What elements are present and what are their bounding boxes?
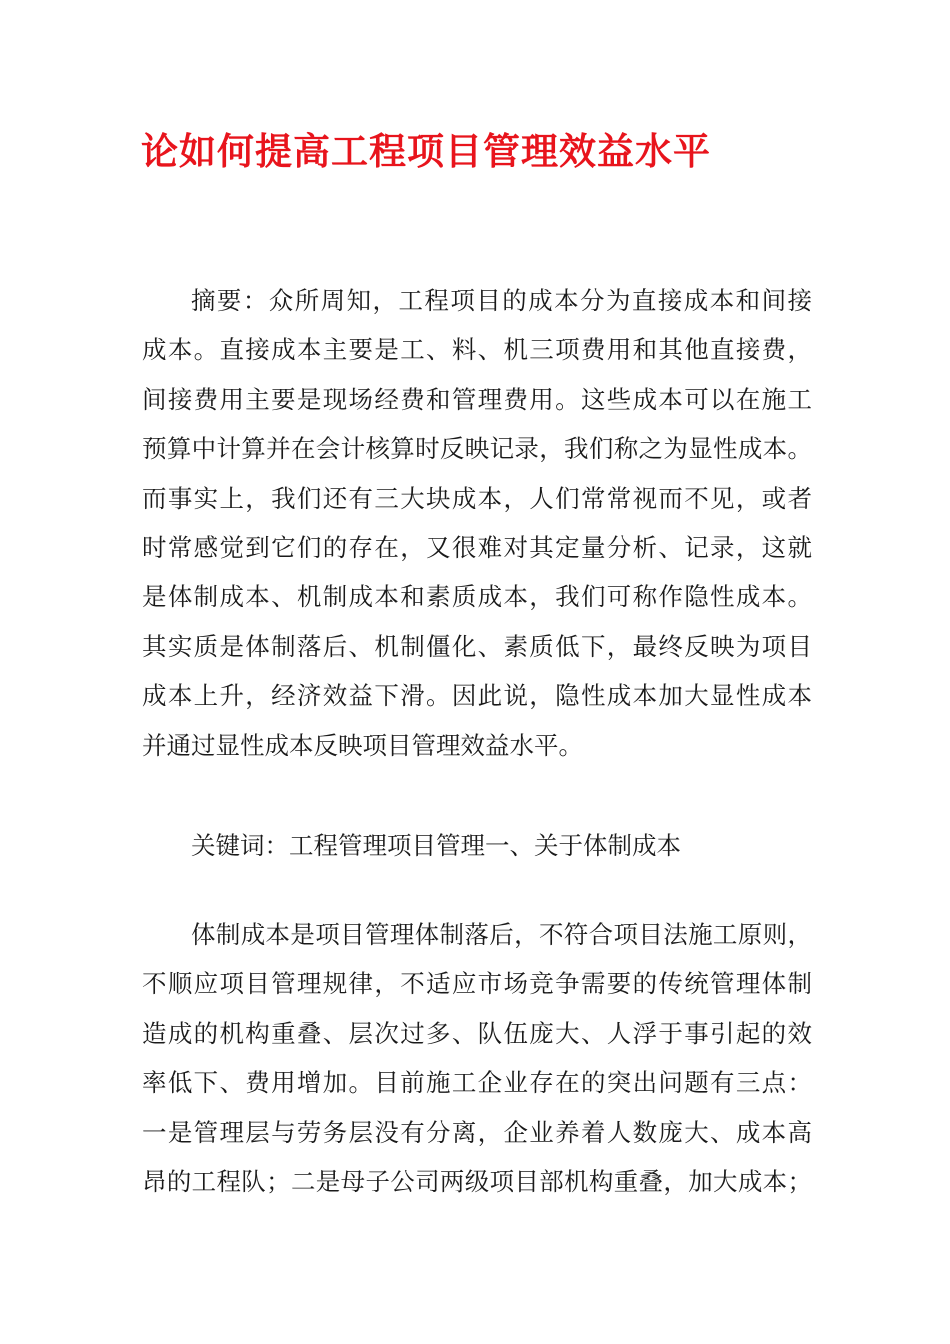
section-line: 率低下、费用增加。目前施工企业存在的突出问题有三点： xyxy=(142,1068,812,1098)
section-line: 体制成本是项目管理体制落后，不符合项目法施工原则， xyxy=(191,920,812,949)
section-line: 不顺应项目管理规律，不适应市场竞争需要的传统管理体制 xyxy=(142,969,812,999)
abstract-line: 摘要：众所周知，工程项目的成本分为直接成本和间接 xyxy=(191,286,812,315)
section-line: 一是管理层与劳务层没有分离，企业养着人数庞大、成本高 xyxy=(142,1117,812,1147)
abstract-line: 成本上升，经济效益下滑。因此说，隐性成本加大显性成本 xyxy=(142,681,812,711)
section-paragraph xyxy=(142,910,812,1206)
keywords-line: 关键词：工程管理项目管理一、关于体制成本 xyxy=(191,831,681,860)
abstract-line: 并通过显性成本反映项目管理效益水平。 xyxy=(142,730,583,760)
abstract-line: 是体制成本、机制成本和素质成本，我们可称作隐性成本。 xyxy=(142,582,812,612)
abstract-line: 预算中计算并在会计核算时反映记录，我们称之为显性成本。 xyxy=(142,434,812,464)
abstract-line: 成本。直接成本主要是工、料、机三项费用和其他直接费， xyxy=(142,335,812,365)
abstract-paragraph xyxy=(142,276,812,770)
section-line: 造成的机构重叠、层次过多、队伍庞大、人浮于事引起的效 xyxy=(142,1018,812,1048)
abstract-line: 间接费用主要是现场经费和管理费用。这些成本可以在施工 xyxy=(142,384,812,414)
section-line: 昂的工程队；二是母子公司两级项目部机构重叠，加大成本； xyxy=(142,1166,812,1196)
keywords-paragraph xyxy=(142,821,812,870)
abstract-line: 其实质是体制落后、机制僵化、素质低下，最终反映为项目 xyxy=(142,631,812,661)
abstract-line: 时常感觉到它们的存在，又很难对其定量分析、记录，这就 xyxy=(142,532,812,562)
abstract-line: 而事实上，我们还有三大块成本，人们常常视而不见，或者 xyxy=(142,483,812,513)
document-title: 论如何提高工程项目管理效益水平 xyxy=(141,130,711,173)
